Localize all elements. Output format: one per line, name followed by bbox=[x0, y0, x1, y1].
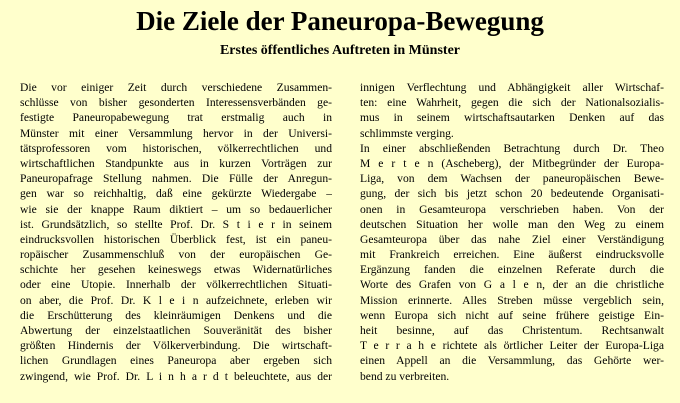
text-line: ten: eine Wahrheit, gegen die sich der Nationalsozialis- bbox=[360, 96, 664, 110]
text-line: Ergänzung fanden die einzelnen Referate durch die bbox=[360, 263, 664, 277]
text-line: Liga, von dem Wachsen der paneuropäischen Bewe- bbox=[360, 172, 664, 186]
text-line: wenn Europa sich nicht auf seine frühere geistige Ein- bbox=[360, 308, 664, 322]
text-line: heit besinne, auf das Christentum. Rechtsanwalt bbox=[360, 324, 664, 337]
text-line: Paneuropafrage Stellung nahmen. Die Fülle der Anregun- bbox=[20, 172, 332, 186]
text-line: Mission erinnerte. Alles Streben müsse vergeblich sein, bbox=[360, 293, 664, 307]
text-line: festigte Paneuropabewegung trat erstmalig auch in bbox=[20, 111, 332, 125]
text-line: ropäischer Zusammenschluß von der europäischen Ge- bbox=[20, 248, 332, 262]
text-line: bend zu verbreiten. bbox=[360, 369, 450, 383]
text-line: Die vor einiger Zeit durch verschiedene Zusammen- bbox=[20, 81, 332, 94]
text-line: wirtschaftlichen Standpunkte aus in kurzen Vorträgen zur bbox=[20, 156, 332, 170]
left-text-column bbox=[20, 80, 332, 384]
text-line: schlimmste verging. bbox=[360, 126, 454, 140]
text-line: In einer abschließenden Betrachtung durch Dr. Theo bbox=[360, 141, 664, 155]
text-line: mit Frankreich erreichen. Eine äußerst eindrucksvolle bbox=[360, 248, 664, 262]
text-line: on aber, die Prof. Dr. K l e i n aufzeichnete, erleben wir bbox=[20, 293, 332, 307]
text-line: mus in seinem wirtschaftsautarken Denken auf das bbox=[360, 111, 664, 125]
article-subheadline: Erstes öffentliches Auftreten in Münster bbox=[219, 43, 461, 58]
text-line: gen war so reichhaltig, daß eine gekürzte Wiedergabe – bbox=[20, 187, 332, 201]
text-line: Münster mit einer Versammlung hervor in der Universi- bbox=[20, 126, 332, 140]
text-line: zwingend, wie Prof. Dr. L i n h a r d t beleuchtete, aus der bbox=[20, 369, 332, 383]
text-line: deutschen Situation her wolle man den Weg zu einem bbox=[360, 217, 664, 231]
text-line: eindrucksvollen historischen Überblick fest, ist ein paneu- bbox=[20, 232, 332, 246]
text-line: onen in Gesamteuropa verschrieben haben. Von der bbox=[360, 202, 664, 216]
text-line: schichte her gesehen keineswegs etwas Widernatürliches bbox=[20, 263, 332, 277]
text-line: M e r t e n (Ascheberg), der Mitbegründer der Europa- bbox=[360, 156, 664, 170]
text-line: innigen Verflechtung und Abhängigkeit aller Wirtschaf- bbox=[360, 81, 664, 94]
article-headline: Die Ziele der Paneuropa-Bewegung bbox=[136, 6, 544, 36]
text-line: lichen Grundlagen eines Paneuropa aber ergeben sich bbox=[20, 354, 332, 368]
text-line: ist. Grundsätzlich, so stellte Prof. Dr. S t i e r in seinem bbox=[20, 217, 332, 231]
right-text-column bbox=[360, 80, 664, 384]
text-line: tätsprofessoren vom historischen, völkerrechtlichen und bbox=[20, 141, 332, 155]
text-line: Abwertung der einzelstaatlichen Souveränität des bisher bbox=[20, 324, 332, 337]
text-line: größten Hindernis der Völkerverbindung. Die wirtschaft- bbox=[20, 339, 332, 353]
text-line: einen Appell an die Versammlung, das Gehörte wer- bbox=[360, 354, 664, 368]
text-line: die Erschütterung des kleinräumigen Denkens und die bbox=[20, 308, 332, 322]
text-line: Worte des Grafen von G a l e n, der an die christliche bbox=[360, 278, 664, 292]
text-line: oder eine Utopie. Innerhalb der völkerrechtlichen Situati- bbox=[20, 278, 332, 292]
text-line: gung, der sich bis jetzt schon 20 bedeutende Organisati- bbox=[360, 187, 664, 201]
text-line: wie sie der knappe Raum diktiert – um so bedauerlicher bbox=[20, 202, 332, 216]
text-line: T e r r a h e richtete als örtlicher Leiter der Europa-Liga bbox=[360, 339, 664, 353]
text-line: schlüsse von bisher gesonderten Interessensverbänden ge- bbox=[20, 96, 332, 110]
text-line: Gesamteuropa über das nahe Ziel einer Verständigung bbox=[360, 232, 664, 246]
